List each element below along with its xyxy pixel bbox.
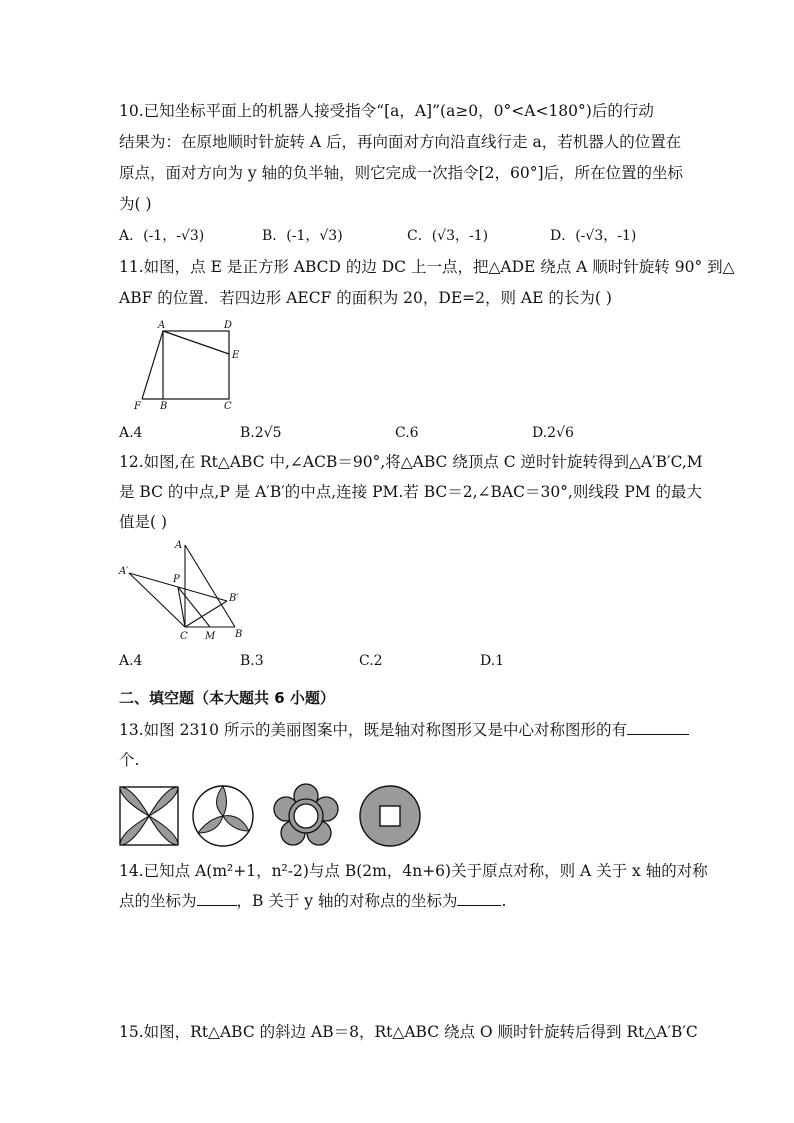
q14-text-b: ，B 关于 y 轴的对称点的坐标为 bbox=[236, 892, 458, 910]
square-abcd bbox=[163, 331, 229, 399]
q12-option-a: A.4 bbox=[119, 653, 143, 669]
q12-option-b: B.3 bbox=[240, 653, 264, 669]
q10-line1: 10.已知坐标平面上的机器人接受指令“[a，A]”(a≥0，0°<A<180°)后的行动 bbox=[119, 102, 654, 120]
q11-option-b: B.2√5 bbox=[240, 425, 282, 441]
q13-line2: 个. bbox=[119, 751, 140, 769]
q10-line4: 为( ) bbox=[119, 195, 152, 213]
segment-ab bbox=[185, 545, 235, 627]
label-d: D bbox=[224, 320, 233, 331]
pattern-three-petal-circle bbox=[190, 783, 256, 849]
q11-line1: 11.如图，点 E 是正方形 ABCD 的边 DC 上一点，把△ADE 绕点 A 顺时针旋转 90° 到△ bbox=[119, 258, 735, 276]
label-b: B bbox=[235, 629, 243, 640]
q11-line2: ABF 的位置．若四边形 AECF 的面积为 20，DE=2，则 AE 的长为( ) bbox=[119, 289, 612, 307]
q13-text: 13.如图 2310 所示的美丽图案中，既是轴对称图形又是中心对称图形的有 bbox=[119, 721, 627, 739]
label-c: C bbox=[180, 631, 188, 642]
q12-line2: 是 BC 的中点,P 是 A′B′的中点,连接 PM.若 BC＝2,∠BAC＝30°,则线段 PM 的最大 bbox=[119, 483, 703, 501]
label-a-prime: A′ bbox=[119, 566, 129, 577]
q12-line3: 值是( ) bbox=[119, 513, 168, 531]
q10-option-d: D．(-√3，-1) bbox=[550, 228, 637, 244]
q14-text-a: 点的坐标为 bbox=[119, 892, 197, 910]
label-f: F bbox=[134, 401, 141, 412]
q14-line2 bbox=[119, 891, 506, 911]
segment-ae bbox=[163, 331, 229, 354]
q14-answer-blank-2[interactable] bbox=[457, 891, 501, 906]
label-a: A bbox=[175, 540, 183, 551]
segment-af bbox=[142, 331, 163, 399]
q10-option-c: C．(√3，-1) bbox=[407, 228, 489, 244]
q12-option-d: D.1 bbox=[480, 653, 505, 669]
label-b-prime: B′ bbox=[229, 593, 239, 604]
pattern-petal-square bbox=[118, 785, 180, 847]
label-b: B bbox=[160, 401, 168, 412]
q13-answer-blank[interactable] bbox=[627, 720, 689, 735]
q14-text-c: . bbox=[501, 892, 507, 910]
label-a: A bbox=[158, 320, 166, 331]
q13-line1 bbox=[119, 720, 689, 740]
pattern-flower bbox=[270, 781, 342, 851]
q10-line2: 结果为：在原地顺时针旋转 A 后，再向面对方向沿直线行走 a，若机器人的位置在 bbox=[119, 133, 682, 151]
q11-option-d: D.2√6 bbox=[532, 425, 574, 441]
segment-c-b-prime bbox=[185, 601, 227, 627]
label-e: E bbox=[232, 350, 240, 361]
q11-option-a: A.4 bbox=[119, 425, 143, 441]
q10-option-a: A．(-1，-√3) bbox=[119, 228, 205, 244]
q10-option-b: B．(-1，√3) bbox=[262, 228, 343, 244]
label-m: M bbox=[205, 631, 216, 642]
section-heading: 二、填空题（本大题共 6 小题） bbox=[119, 689, 335, 707]
q14-line1: 14.已知点 A(m²+1，n²-2)与点 B(2m，4n+6)关于原点对称，则 A 关于 x 轴的对称 bbox=[119, 862, 708, 880]
pattern-coin bbox=[357, 783, 423, 849]
q11-option-c: C.6 bbox=[395, 425, 419, 441]
q12-figure bbox=[115, 535, 255, 645]
q14-answer-blank-1[interactable] bbox=[197, 891, 237, 906]
label-p: P bbox=[173, 574, 180, 585]
q12-line1: 12.如图,在 Rt△ABC 中,∠ACB＝90°,将△ABC 绕顶点 C 逆时针旋转得到△A′B′C,M bbox=[119, 453, 703, 471]
label-c: C bbox=[224, 401, 232, 412]
q12-option-c: C.2 bbox=[359, 653, 383, 669]
q11-figure bbox=[128, 318, 248, 414]
q15-line1: 15.如图，Rt△ABC 的斜边 AB＝8，Rt△ABC 绕点 O 顺时针旋转后得到 Rt△A′B′C bbox=[119, 1023, 698, 1041]
q10-line3: 原点，面对方向为 y 轴的负半轴，则它完成一次指令[2，60°]后，所在位置的坐标 bbox=[119, 164, 684, 182]
